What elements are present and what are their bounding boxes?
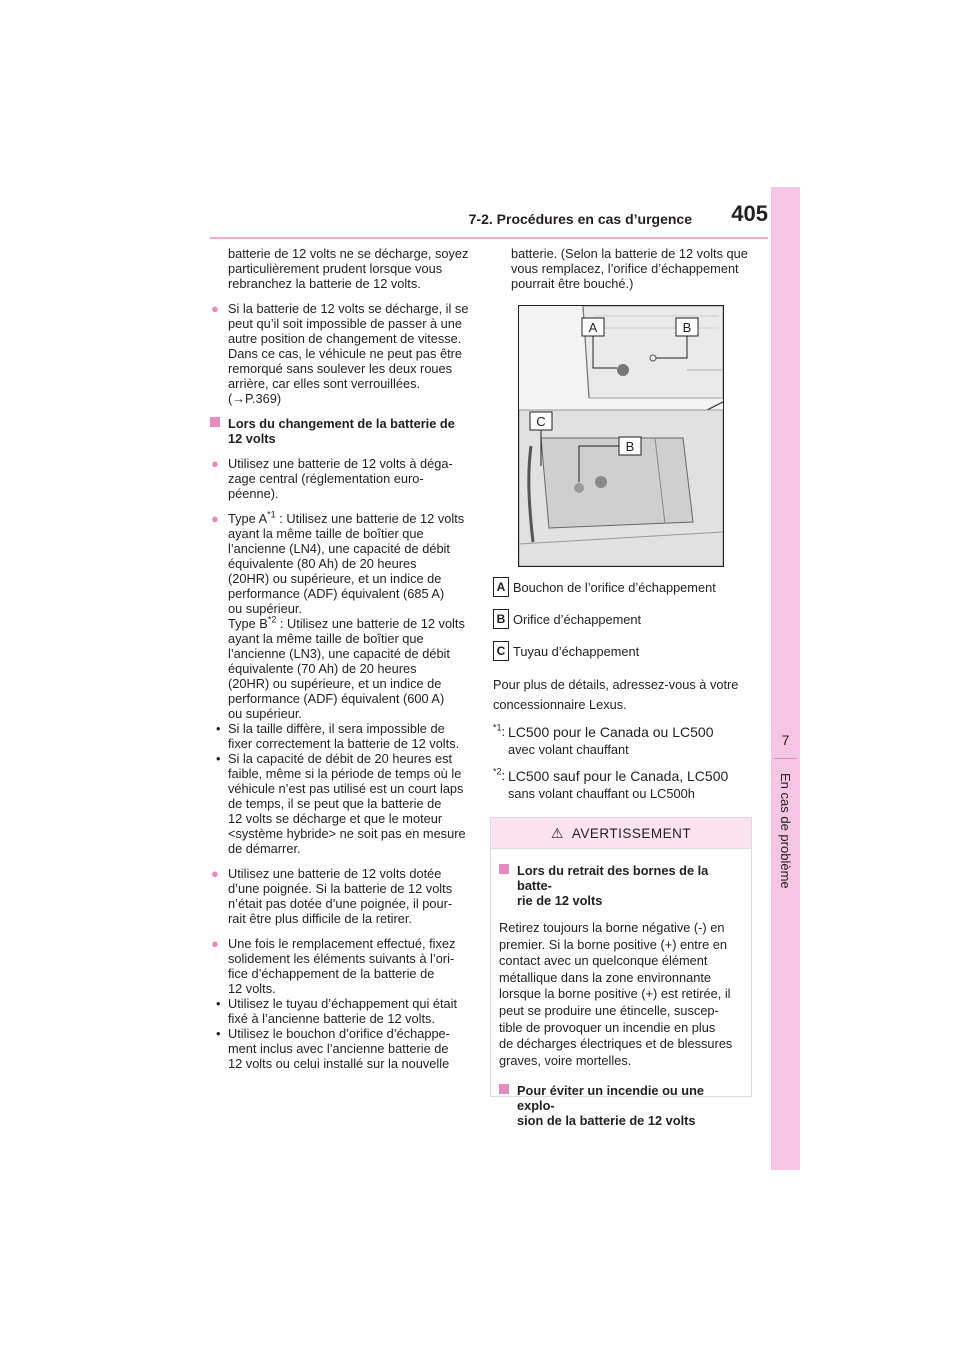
warning-paragraph <box>499 920 743 1069</box>
intro-paragraph <box>210 246 473 291</box>
text-line: fice d’échappement de la batterie de <box>228 966 435 981</box>
text-line: peut se produire une étincelle, suscep- <box>499 1002 719 1018</box>
text-line: particulièrement prudent lorsque vous <box>228 261 443 276</box>
text-line: Si la capacité de débit de 20 heures est <box>228 751 453 766</box>
text-line: de démarrer. <box>228 841 301 856</box>
footnote-mark <box>493 767 505 785</box>
heading-square-icon <box>210 417 220 427</box>
text-line: Utilisez le tuyau d’échappement qui était <box>228 996 458 1011</box>
text-line: faible, même si la période de temps où le <box>228 766 462 781</box>
tab-divider <box>774 758 797 759</box>
section-title: 7-2. Procédures en cas d’urgence <box>468 211 692 227</box>
text-line: Dans ce cas, le véhicule ne peut pas être <box>228 346 463 361</box>
text-line: 12 volts se décharge et que le moteur <box>228 811 443 826</box>
text-line: autre position de changement de vitesse. <box>228 331 462 346</box>
bullet-handle <box>210 866 473 926</box>
heading-battery-change <box>210 416 473 446</box>
footnote-mark <box>493 723 505 741</box>
footnote-colon: : <box>501 768 506 783</box>
footnote-mark: *2 <box>267 614 277 625</box>
page-reference[interactable]: (→P.369) <box>228 391 282 406</box>
right-column <box>493 246 748 803</box>
dot-icon: • <box>216 721 221 736</box>
heading-square-icon <box>499 864 509 874</box>
left-column <box>210 246 473 1071</box>
type-a-label: Type A <box>228 511 268 526</box>
text-line: n’était pas dotée d’une poignée, il pour- <box>228 896 453 911</box>
footnote-number: *1 <box>493 722 502 733</box>
header-rule <box>210 237 768 239</box>
dot-size-differs <box>210 721 473 751</box>
footnote-1 <box>493 723 748 759</box>
text-line: solidement les éléments suivants à l’ori- <box>228 951 455 966</box>
dot-vent-plug <box>210 1026 473 1071</box>
text-line: : Utilisez une batterie de 12 volts <box>276 616 465 631</box>
text-line: ayant la même taille de boîtier que <box>228 526 424 541</box>
text-line: premier. Si la borne positive (+) entre en <box>499 936 727 952</box>
callout-b-top: B <box>682 320 692 335</box>
chapter-side-tab <box>771 187 800 1170</box>
warning-heading-fire <box>499 1083 743 1128</box>
continued-paragraph <box>493 246 748 291</box>
text-line: LC500 pour le Canada ou LC500 <box>508 724 714 740</box>
text-line: graves, voire mortelles. <box>499 1052 632 1068</box>
legend-item <box>493 641 748 663</box>
text-line: ou supérieur. <box>228 706 302 721</box>
text-line: concessionnaire Lexus. <box>493 697 627 712</box>
text-line: véhicule n’est pas utilisé est un court laps <box>228 781 464 796</box>
text-line: de temps, il se peut que la batterie de <box>228 796 442 811</box>
bullet-circle-icon: ● <box>211 866 219 881</box>
warning-box <box>490 817 752 1129</box>
footnote-colon: : <box>501 724 506 739</box>
text-line: Une fois le remplacement effectué, fixez <box>228 936 456 951</box>
text-line: Lors du retrait des bornes de la batte- <box>517 863 709 893</box>
text-line: vous remplacez, l’orifice d’échappement <box>511 261 739 276</box>
dot-low-capacity <box>210 751 473 856</box>
legend-text: Orifice d’échappement <box>513 612 642 627</box>
page-number: 405 <box>731 201 768 226</box>
footnote-number: *2 <box>493 766 502 777</box>
text-line: équivalente (80 Ah) de 20 heures <box>228 556 417 571</box>
warning-title: AVERTISSEMENT <box>571 826 692 841</box>
bullet-circle-icon: ● <box>211 511 219 526</box>
text-line: l’ancienne (LN4), une capacité de débit <box>228 541 450 556</box>
battery-illustration-svg <box>519 306 723 566</box>
dot-exhaust-tube <box>210 996 473 1026</box>
bullet-shift-position <box>210 301 473 406</box>
text-line: batterie de 12 volts ne se décharge, soyez <box>228 246 469 261</box>
text-line <box>228 616 473 631</box>
footnote-mark: *1 <box>267 509 276 520</box>
legend-text: Bouchon de l’orifice d’échappement <box>513 580 716 595</box>
text-line: ment inclus avec l’ancienne batterie de <box>228 1041 449 1056</box>
text-line <box>228 511 473 526</box>
text-line: fixer correctement la batterie de 12 volts. <box>228 736 460 751</box>
text-line: remorqué sans soulever les deux roues <box>228 361 453 376</box>
vent-plug-shape <box>617 364 629 376</box>
text-line: Si la batterie de 12 volts se décharge, il se <box>228 301 469 316</box>
text-line: de décharges électriques et de blessures <box>499 1036 733 1052</box>
text-line: sans volant chauffant ou LC500h <box>508 786 695 801</box>
text-line: sion de la batterie de 12 volts <box>517 1113 696 1129</box>
text-line: Utilisez une batterie de 12 volts dotée <box>228 866 442 881</box>
bullet-circle-icon: ● <box>211 456 219 471</box>
text-line: Pour éviter un incendie ou une explo- <box>517 1083 705 1114</box>
text-line: avec volant chauffant <box>508 742 629 757</box>
text-line: fixé à l’ancienne batterie de 12 volts. <box>228 1011 436 1026</box>
text-line: : Utilisez une batterie de 12 volts <box>275 511 465 526</box>
text-line: <système hybride> ne soit pas en mesure <box>228 826 466 841</box>
warning-header <box>491 818 751 849</box>
warning-body <box>491 849 751 1134</box>
text-line: 12 volts. <box>228 981 276 996</box>
callout-b-bottom: B <box>625 439 635 454</box>
dot-icon: • <box>216 1026 221 1041</box>
text-line: contact avec un quelconque élément <box>499 953 708 969</box>
text-line: ayant la même taille de boîtier que <box>228 631 424 646</box>
text-line: lorsque la borne positive (+) est retirée, il <box>499 986 731 1002</box>
warning-heading-terminals <box>499 863 743 908</box>
text-line: métallique dans la zone environnante <box>499 969 712 985</box>
callout-c: C <box>536 414 546 429</box>
chapter-label: En cas de problème <box>778 773 793 889</box>
heading-square-icon <box>499 1084 509 1094</box>
legend-letter: A <box>493 577 509 597</box>
text-line: ou supérieur. <box>228 601 302 616</box>
text-line: rie de 12 volts <box>517 893 603 908</box>
warning-triangle-icon: ⚠ <box>550 825 564 841</box>
text-line: zage central (réglementation euro- <box>228 471 424 486</box>
text-line: batterie. (Selon la batterie de 12 volts que <box>511 246 748 261</box>
text-line: performance (ADF) équivalent (685 A) <box>228 586 445 601</box>
text-line: LC500 sauf pour le Canada, LC500 <box>508 768 729 784</box>
text-line: (20HR) ou supérieure, et un indice de <box>228 571 442 586</box>
text-line: Utilisez le bouchon d’orifice d’échappe- <box>228 1026 450 1041</box>
legend-item <box>493 609 748 631</box>
text-line: Lors du changement de la batterie de <box>228 416 455 431</box>
text-line: performance (ADF) équivalent (600 A) <box>228 691 445 706</box>
text-line: rait être plus difficile de la retirer. <box>228 911 412 926</box>
bullet-battery-types <box>210 511 473 721</box>
chapter-number: 7 <box>781 732 790 748</box>
text-line: rebranchez la batterie de 12 volts. <box>228 276 421 291</box>
text-line: arrière, car elles sont verrouillées. <box>228 376 421 391</box>
bullet-central-venting <box>210 456 473 501</box>
type-b-label: Type B <box>228 616 268 631</box>
legend-item <box>493 577 748 599</box>
text-line: (20HR) ou supérieure, et un indice de <box>228 676 442 691</box>
legend-letter: B <box>493 609 509 629</box>
text-line: tible de provoquer un incendie en plus <box>499 1019 716 1035</box>
text-line: 12 volts <box>228 431 276 446</box>
footnote-2 <box>493 767 748 803</box>
bullet-circle-icon: ● <box>211 301 219 316</box>
text-line: équivalente (70 Ah) de 20 heures <box>228 661 417 676</box>
bullet-after-replacement <box>210 936 473 996</box>
text-line: 12 volts ou celui installé sur la nouvelle <box>228 1056 450 1071</box>
page-header <box>210 201 768 239</box>
bullet-circle-icon: ● <box>211 936 219 951</box>
text-line: peut qu’il soit impossible de passer à une <box>228 316 463 331</box>
legend-letter: C <box>493 641 509 661</box>
text-line: Pour plus de détails, adressez-vous à votre <box>493 677 739 692</box>
dot-icon: • <box>216 996 221 1011</box>
more-info-paragraph <box>493 675 748 715</box>
text-line: Si la taille diffère, il sera impossible de <box>228 721 445 736</box>
text-line: Retirez toujours la borne négative (-) en <box>499 920 725 935</box>
callout-a: A <box>588 320 598 335</box>
dot-icon: • <box>216 751 221 766</box>
text-line: Utilisez une batterie de 12 volts à déga- <box>228 456 453 471</box>
battery-vent-illustration <box>518 305 724 567</box>
text-line: péenne). <box>228 486 279 501</box>
legend-text: Tuyau d’échappement <box>513 644 640 659</box>
text-line: pourrait être bouché.) <box>511 276 634 291</box>
text-line: d’une poignée. Si la batterie de 12 volts <box>228 881 453 896</box>
text-line: l’ancienne (LN3), une capacité de débit <box>228 646 450 661</box>
